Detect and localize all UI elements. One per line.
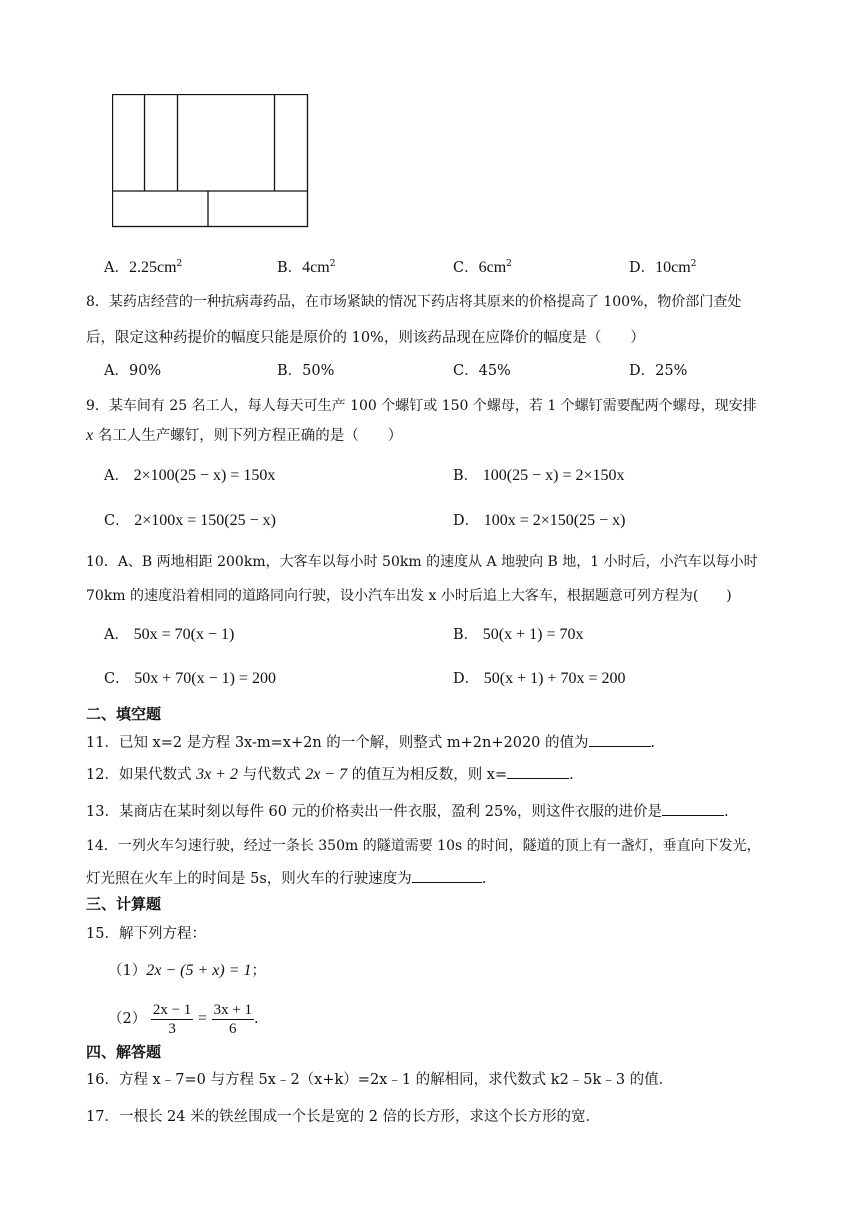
- q7-option-c: C．$6cm^2$: [453, 258, 512, 276]
- fraction-left: $\frac{2x - 1}{3}$: [152, 1001, 192, 1037]
- section-heading-calculation: 三、计算题: [86, 895, 162, 913]
- section-heading-fill-in: 二、填空题: [86, 705, 162, 723]
- q9-option-b: B． 100(25 − x) = 2×150x: [453, 467, 625, 484]
- q15-part-2: （2） $\frac{2x - 1}{3}$ = $\frac{3x + 1}{6}$ .: [108, 1001, 259, 1037]
- q9-option-a: A． 2×100(25 − x) = 150x: [104, 467, 276, 484]
- answer-blank: [662, 801, 724, 816]
- q9-option-d: D． 100x = 2×150(25 − x): [453, 512, 626, 529]
- section-heading-answer: 四、解答题: [86, 1043, 162, 1061]
- q9-line-2: x 名工人生产螺钉，则下列方程正确的是（ ）: [86, 427, 403, 444]
- q13: 13．某商店在某时刻以每件 60 元的价格卖出一件衣服，盈利 25%，则这件衣服的进价是 .: [86, 801, 729, 822]
- q17: 17．一根长 24 米的铁丝围成一个长是宽的 2 倍的长方形，求这个长方形的宽．: [86, 1109, 601, 1125]
- q8-option-d: D．25%: [629, 363, 688, 379]
- q10-line-2: 70km 的速度沿着相同的道路同向行驶，设小汽车出发 x 小时后追上大客车，根据题意可列方程为( ): [86, 588, 732, 604]
- q14-line-1: 14．一列火车匀速行驶，经过一条长 350m 的隧道需要 10s 的时间，隧道的顶上有一盏灯，垂直向下发光，: [86, 838, 761, 854]
- q10-option-c: C． 50x + 70(x − 1) = 200: [104, 670, 276, 687]
- q7-option-b: B．$4cm^2$: [277, 258, 336, 276]
- fraction-right: $\frac{3x + 1}{6}$: [213, 1001, 253, 1037]
- q10-option-b: B． 50(x + 1) = 70x: [453, 626, 584, 643]
- q10-option-a: A． 50x = 70(x − 1): [104, 626, 235, 643]
- rectangle-figure: [112, 94, 310, 230]
- q9-line-1: 9．某车间有 25 名工人，每人每天可生产 100 个螺钉或 150 个螺母，若 1 个螺钉需要配两个螺母，现安排: [86, 398, 757, 414]
- q15-intro: 15．解下列方程：: [86, 926, 206, 942]
- q12: 12．如果代数式 3x + 2 与代数式 2x − 7 的值互为相反数，则 x= .: [86, 766, 574, 783]
- q8-option-b: B．50%: [277, 363, 335, 379]
- q7-option-a: A．$2.25cm^2$: [104, 258, 183, 276]
- answer-blank: [589, 732, 651, 747]
- q8-option-a: A．90%: [104, 363, 162, 379]
- q8-option-c: C．45%: [453, 363, 511, 379]
- answer-blank: [507, 764, 569, 779]
- q14-line-2: 灯光照在火车上的时间是 5s，则火车的行驶速度为 .: [86, 868, 486, 889]
- q9-option-c: C． 2×100x = 150(25 − x): [104, 512, 276, 529]
- q8-line-1: 8．某药店经营的一种抗病毒药品，在市场紧缺的情况下药店将其原来的价格提高了 100%，物价部门查处: [86, 294, 742, 310]
- q15-part-1: （1）2x − (5 + x) = 1；: [108, 962, 266, 979]
- q16: 16．方程 x﹣7=0 与方程 5x﹣2（x+k）=2x﹣1 的解相同，求代数式 k2﹣5k﹣3 的值．: [86, 1072, 674, 1088]
- q7-option-d: D．$10cm^2$: [629, 258, 697, 276]
- answer-blank: [412, 868, 482, 883]
- q10-line-1: 10．A、B 两地相距 200km，大客车以每小时 50km 的速度从 A 地驶向 B 地，1 小时后，小汽车以每小时: [86, 554, 758, 570]
- q8-line-2: 后，限定这种药提价的幅度只能是原价的 10%，则该药品现在应降价的幅度是（ ）: [86, 330, 645, 346]
- q10-option-d: D． 50(x + 1) + 70x = 200: [453, 670, 626, 687]
- q11: 11．已知 x=2 是方程 3x-m=x+2n 的一个解，则整式 m+2n+2020 的值为 .: [86, 732, 655, 753]
